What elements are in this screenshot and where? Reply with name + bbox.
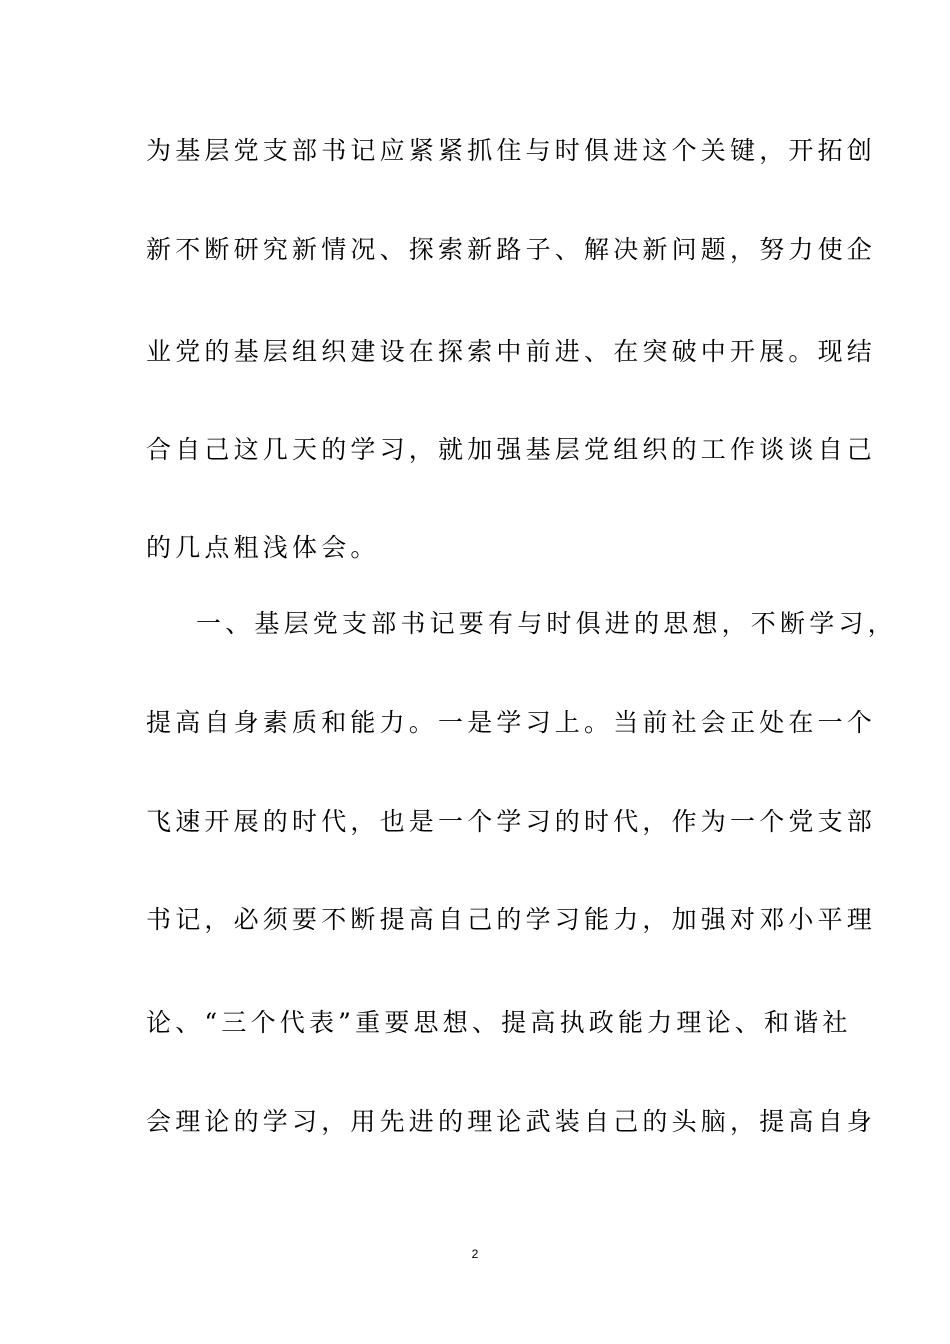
text-line: 提高自身素质和能力。一是学习上。当前社会正处在一个 [146,708,877,737]
text-line: 的几点粗浅体会。 [146,533,380,562]
text-line: 合自己这几天的学习，就加强基层党组织的工作谈谈自己 [146,435,877,464]
text-line: 会理论的学习，用先进的理论武装自己的头脑，提高自身 [146,1107,877,1136]
text-line: 书记，必须要不断提高自己的学习能力，加强对邓小平理 [146,905,877,934]
text-line: 业党的基层组织建设在探索中前进、在突破中开展。现结 [146,337,877,366]
text-line: 论、“三个代表”重要思想、提高执政能力理论、和谐社 [146,1008,852,1037]
paragraph-heading-line: 一、基层党支部书记要有与时俱进的思想，不断学习， [196,609,897,638]
text-line: 飞速开展的时代，也是一个学习的时代，作为一个党支部 [146,807,877,836]
page-number: 2 [471,1247,479,1261]
text-line: 为基层党支部书记应紧紧抓住与时俱进这个关键，开拓创 [146,136,877,165]
text-line: 新不断研究新情况、探索新路子、解决新问题，努力使企 [146,235,877,264]
